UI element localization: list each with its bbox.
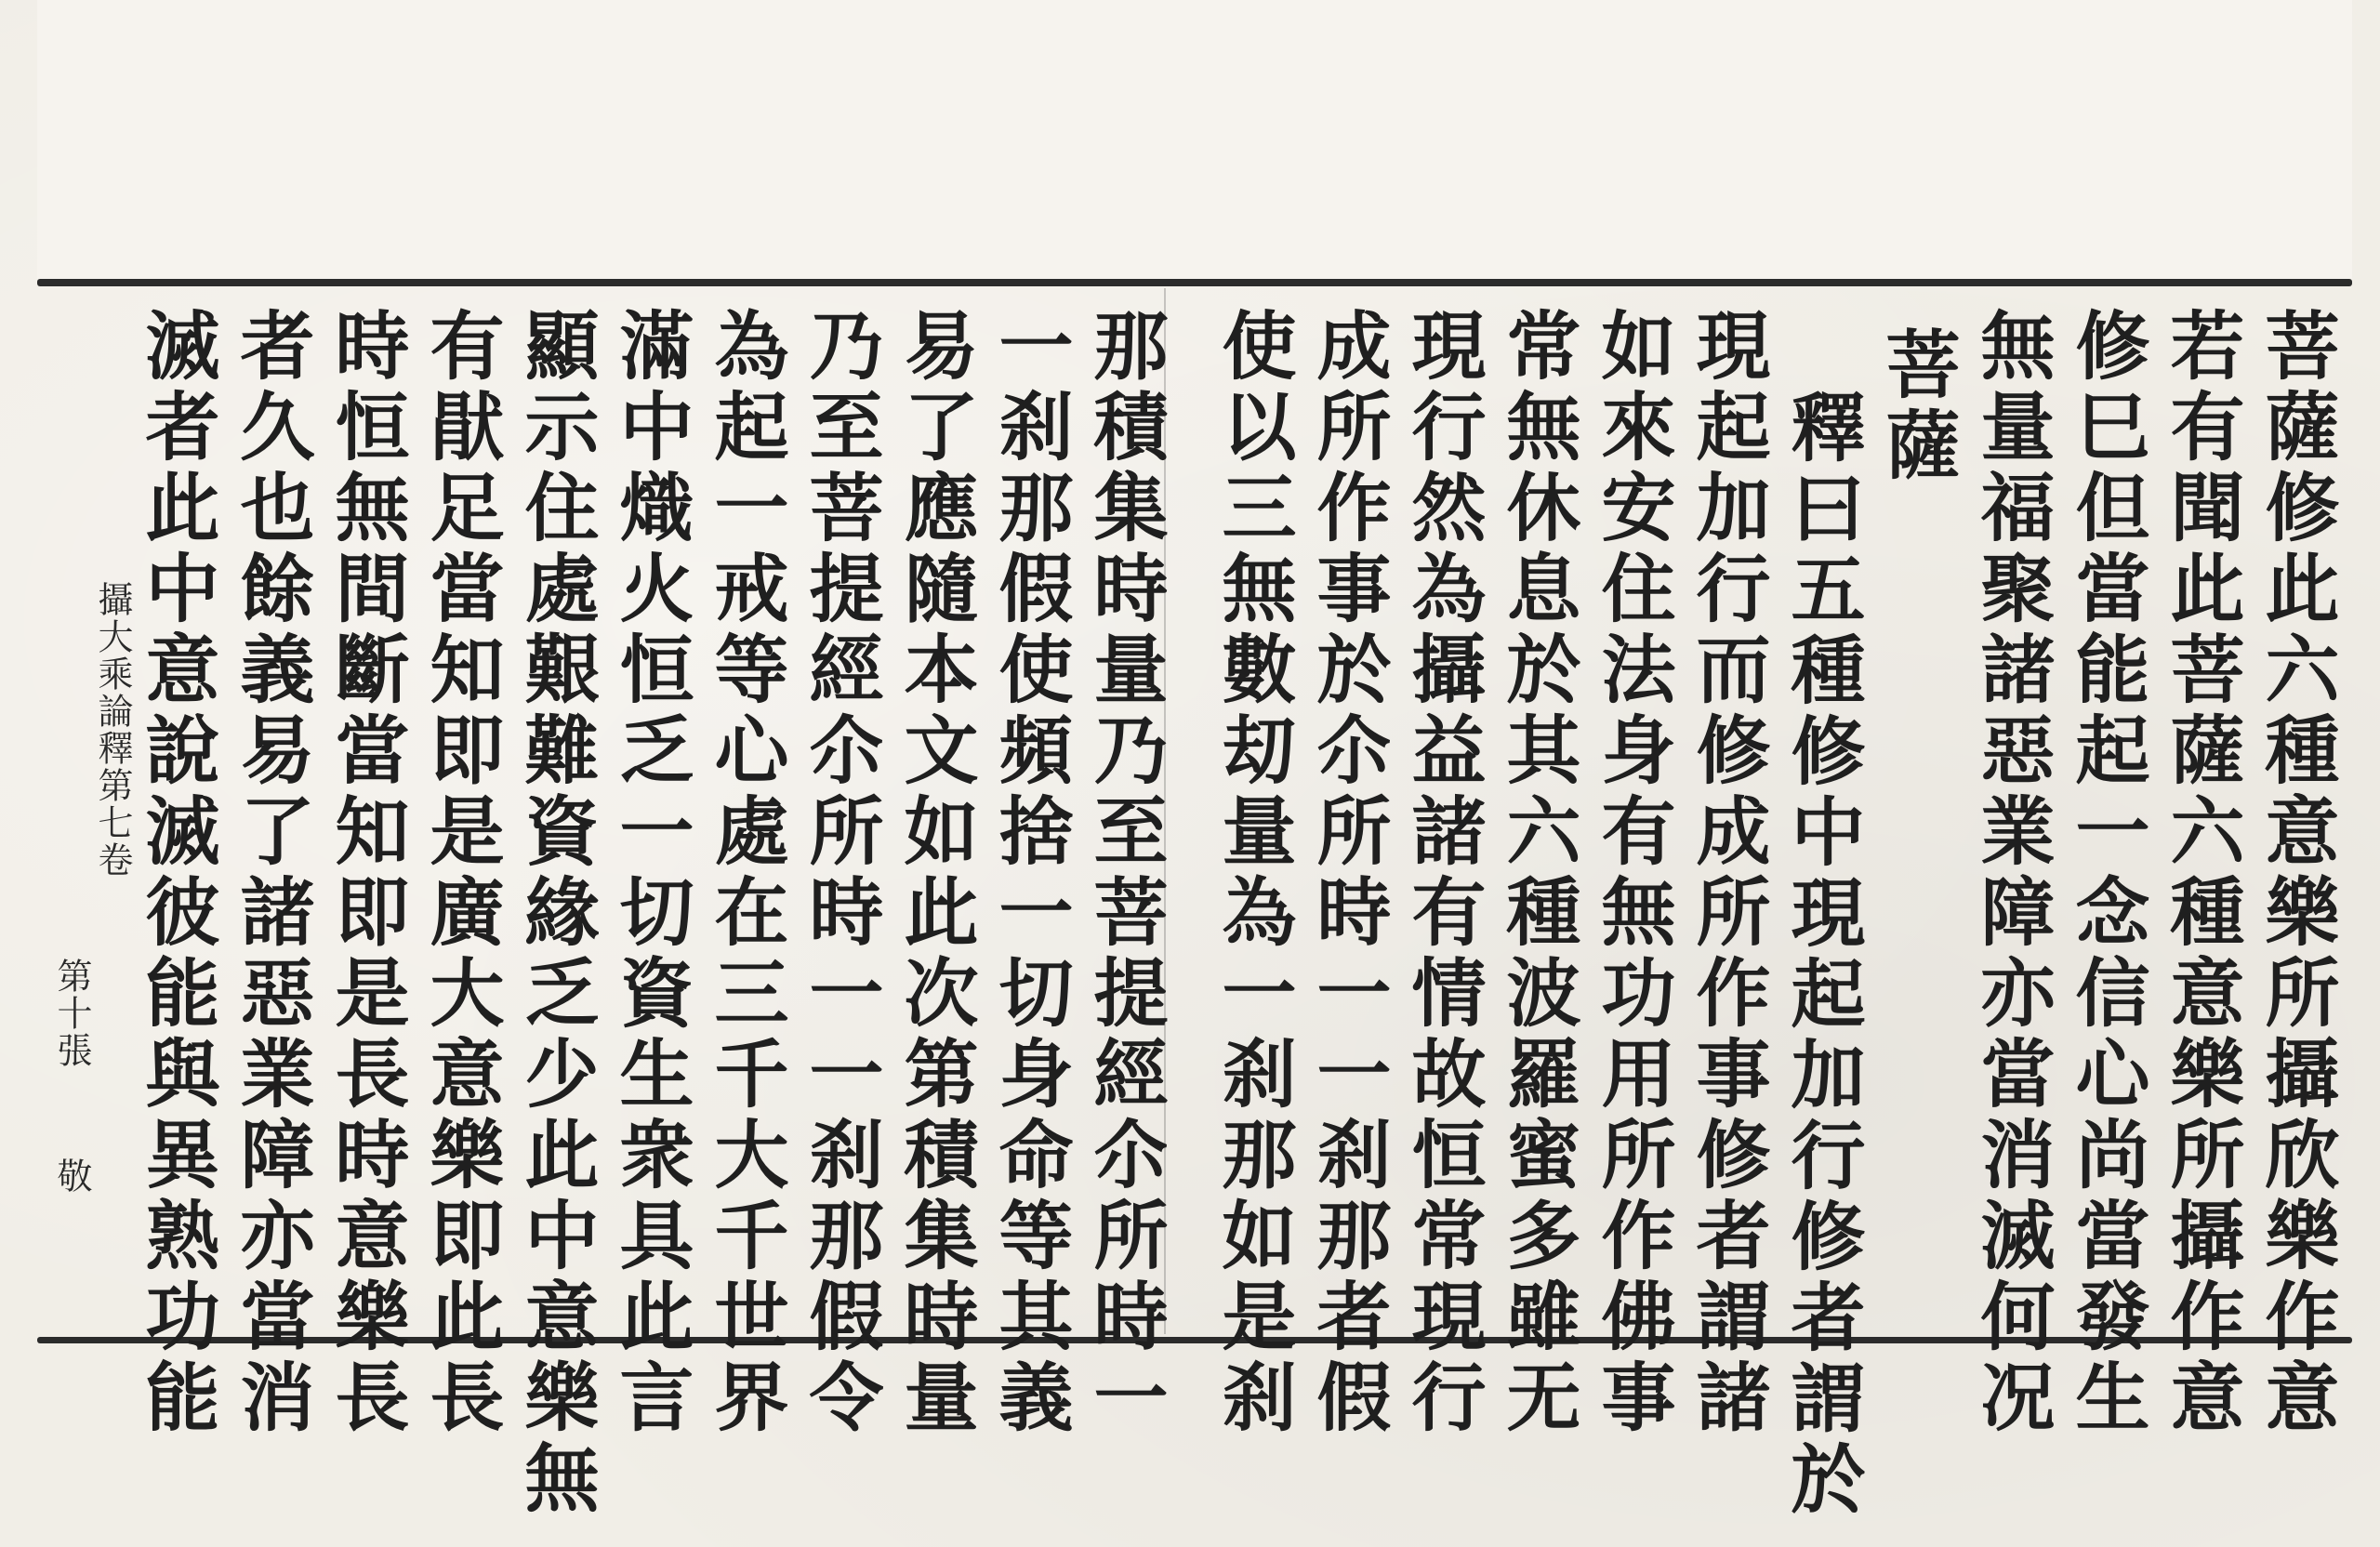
text-column: 為起一戒等心處在三千大千世界 [702,307,789,1439]
text-column: 菩薩 [1873,325,1961,487]
text-column: 如來安住法身有無功用所作佛事 [1589,307,1676,1439]
upper-margin [37,0,2352,279]
woodblock-print-area [37,279,2352,1521]
text-column: 滿中熾火恒乏一切資生衆具此言 [607,307,694,1439]
text-column: 無量福聚諸惡業障亦當消滅何况 [1968,307,2056,1439]
text-column: 現行然為攝益諸有情故恒常現行 [1399,307,1487,1439]
text-column: 顯示住處艱難資緣乏少此中意樂無 [512,307,600,1520]
text-column: 現起加行而修成所作事修者謂諸 [1684,307,1771,1439]
text-column: 易了應隨本文如此次第積集時量 [892,307,979,1439]
text-column: 乃至菩提經尒所時一一刹那假令 [797,307,884,1439]
top-border-rule [37,279,2352,286]
text-column: 使以三無數刧量為一刹那如是刹 [1210,307,1297,1439]
text-column: 釋曰五種修中現起加行修者謂於 [1778,389,1866,1521]
text-column: 有猒足當知即是廣大意樂即此長 [417,307,505,1439]
text-column: 常無休息於其六種波羅蜜多雖无 [1494,307,1581,1439]
text-column: 時恒無間斷當知即是長時意樂長 [323,307,410,1439]
margin-title: 攝大乘論釋第七卷 [92,581,133,879]
text-column: 滅者此中意說滅彼能與異熟功能 [133,307,220,1439]
text-column: 若有聞此菩薩六種意樂所攝作意 [2158,307,2245,1439]
text-column: 修巳但當能起一念信心尚當發生 [2063,307,2150,1439]
text-column: 那積集時量乃至菩提經尒所時一 [1081,307,1169,1439]
text-column: 菩薩修此六種意樂所攝欣樂作意 [2253,307,2340,1439]
text-column: 成所作事於尒所時一一刹那者假 [1304,307,1392,1439]
text-column: 一刹那假使頻捨一切身命等其義 [986,307,1074,1439]
carver-mark: 敬 [51,1157,92,1195]
text-column: 者久也餘義易了諸惡業障亦當消 [228,307,315,1439]
page-number-label: 第十張 [51,958,92,1069]
